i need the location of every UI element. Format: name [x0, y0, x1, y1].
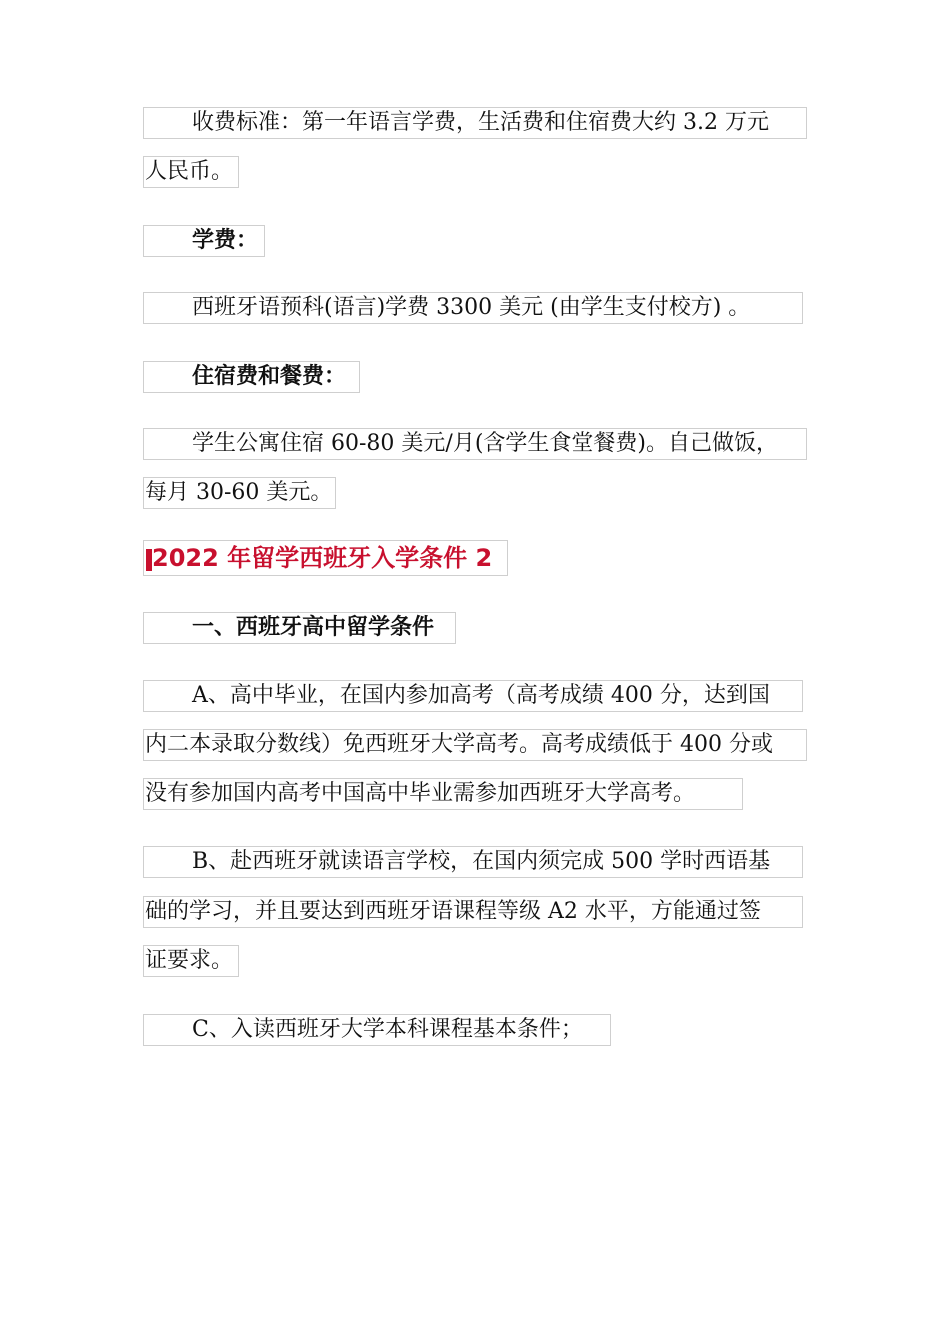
item-b-line-1: B、赴西班牙就读语言学校，在国内须完成 500 学时西语基 — [143, 846, 803, 878]
housing-line-2: 每月 30-60 美元。 — [143, 477, 336, 509]
fee-standard-line-2: 人民币。 — [143, 156, 239, 188]
item-c-line-1: C、入读西班牙大学本科课程基本条件； — [143, 1014, 611, 1046]
item-b-line-3: 证要求。 — [143, 945, 239, 977]
tuition-label: 学费： — [143, 225, 265, 257]
housing-line-1: 学生公寓住宿 60-80 美元/月(含学生食堂餐费)。自己做饭， — [143, 428, 807, 460]
tuition-text: 西班牙语预科(语言)学费 3300 美元 (由学生支付校方) 。 — [143, 292, 803, 324]
item-a-line-3: 没有参加国内高考中国高中毕业需参加西班牙大学高考。 — [143, 778, 743, 810]
heading-marker — [146, 549, 152, 571]
section-heading — [143, 540, 508, 576]
item-a-line-2: 内二本录取分数线）免西班牙大学高考。高考成绩低于 400 分或 — [143, 729, 807, 761]
item-a-line-1: A、高中毕业，在国内参加高考（高考成绩 400 分，达到国 — [143, 680, 803, 712]
fee-standard-line-1: 收费标准：第一年语言学费，生活费和住宿费大约 3.2 万元 — [143, 107, 807, 139]
section-subtitle: 一、西班牙高中留学条件 — [143, 612, 456, 644]
section-heading-text: 2022 年留学西班牙入学条件 2 — [152, 544, 493, 572]
housing-label: 住宿费和餐费： — [143, 361, 360, 393]
item-b-line-2: 础的学习，并且要达到西班牙语课程等级 A2 水平，方能通过签 — [143, 896, 803, 928]
